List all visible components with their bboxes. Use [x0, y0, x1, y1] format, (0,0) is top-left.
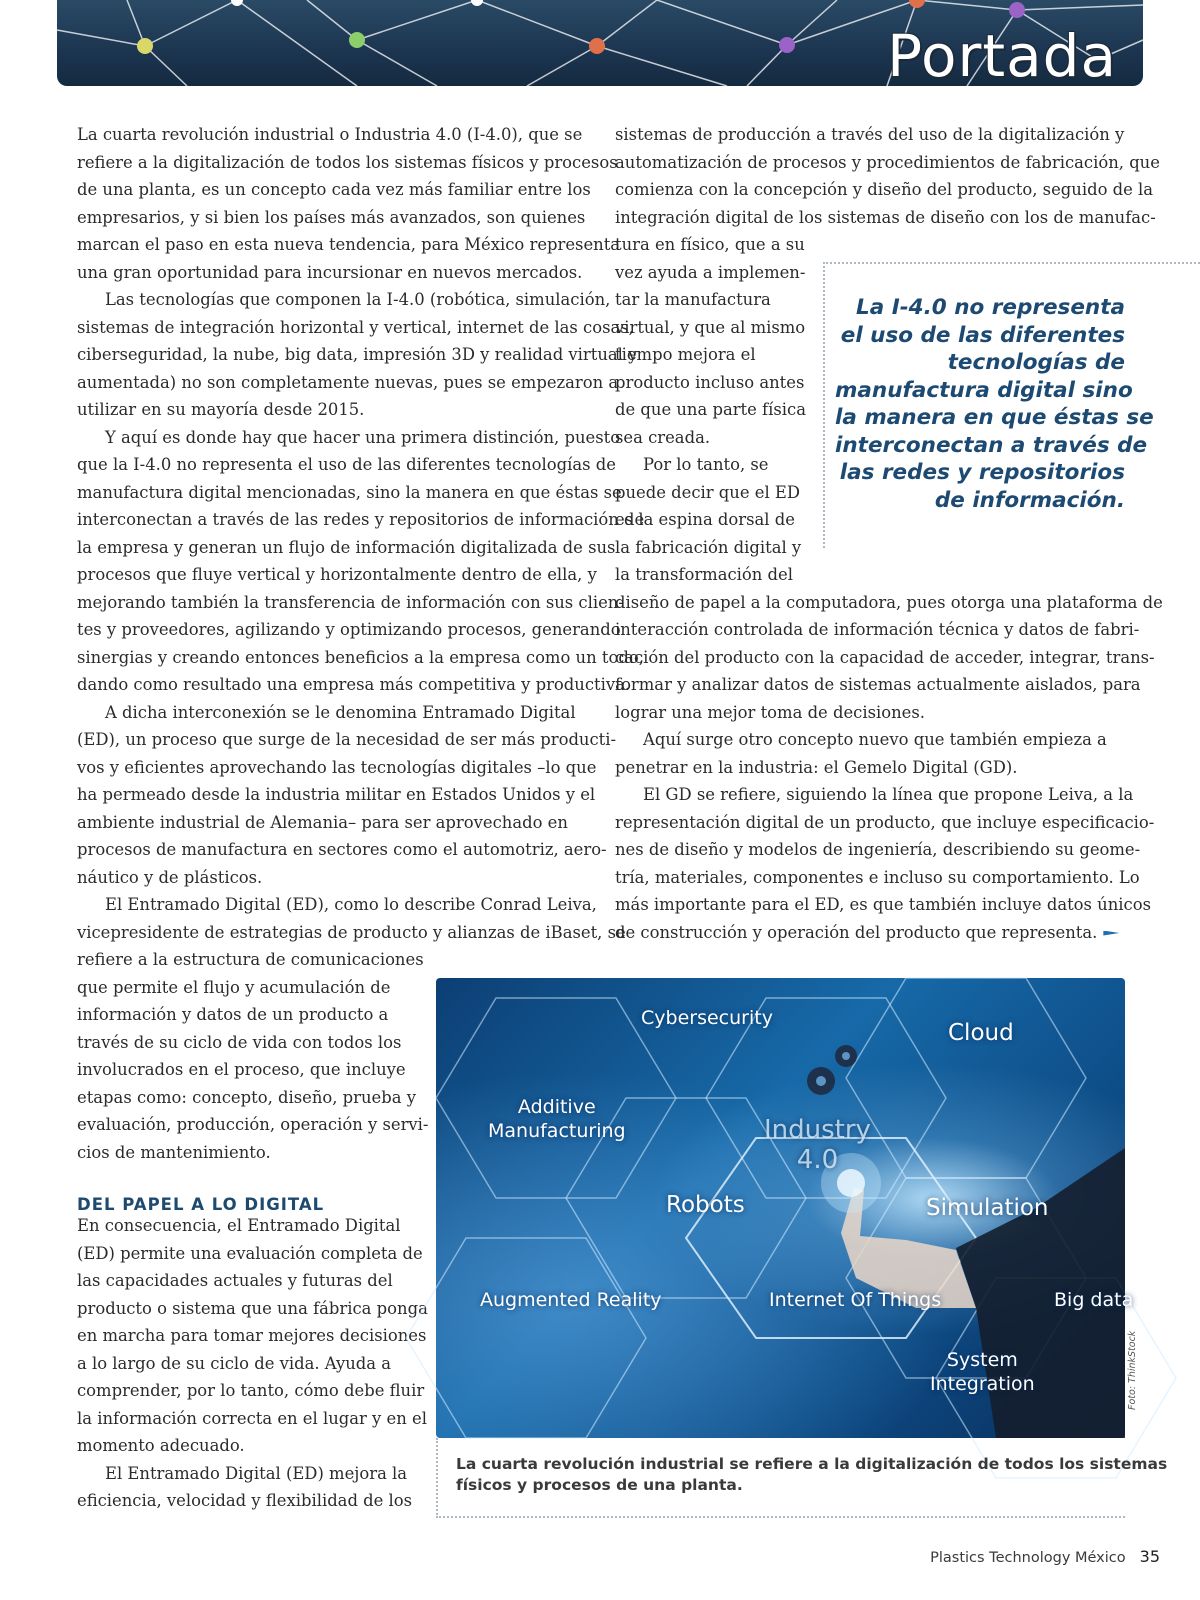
text-line: manufactura digital mencionadas, sino la manera en que éstas se — [77, 482, 622, 502]
text-line: vicepresidente de estrategias de producto y alianzas de iBaset, se — [77, 922, 626, 942]
text-line: través de su ciclo de vida con todos los — [77, 1032, 402, 1052]
text-line: Por lo tanto, se — [643, 455, 769, 474]
text-line: la transformación del — [615, 565, 793, 584]
text-line: diseño de papel a la computadora, pues otorga una plataforma de — [615, 592, 1163, 612]
text-line: formar y analizar datos de sistemas actualmente aislados, para — [615, 675, 1141, 694]
left-column-lower — [77, 1212, 428, 1515]
text-line: A dicha interconexión se le denomina Entramado Digital — [105, 702, 576, 722]
text-line: de que una parte física — [615, 400, 806, 419]
text-line: virtual, y que al mismo — [615, 317, 806, 337]
augmented-reality-label: Augmented Reality — [480, 1289, 662, 1311]
text-line: mejorando también la transferencia de información con sus clien- — [77, 592, 624, 612]
text-line: tría, materiales, componentes e incluso su comportamiento. Lo — [615, 867, 1140, 887]
text-line: refiere a la estructura de comunicaciones — [77, 950, 424, 969]
pull-quote-line: de información. — [934, 487, 1125, 513]
text-line: utilizar en su mayoría desde 2015. — [77, 400, 365, 419]
text-line: ciberseguridad, la nube, big data, impresión 3D y realidad virtual y — [77, 345, 638, 364]
text-line: etapas como: concepto, diseño, prueba y — [77, 1087, 416, 1107]
text-line: sinergias y creando entonces beneficios a la empresa como un todo, — [77, 647, 644, 667]
text-line: la información correcta en el lugar y en el — [77, 1408, 427, 1428]
big-data-label: Big data — [1054, 1289, 1134, 1311]
text-line: la empresa y generan un flujo de información digitalizada de sus — [77, 537, 616, 557]
pull-quote-line: interconectan a través de — [835, 432, 1148, 458]
text-line: interacción controlada de información técnica y datos de fabri- — [615, 620, 1140, 639]
end-of-article-icon — [1103, 931, 1119, 936]
text-line: vez ayuda a implemen- — [615, 262, 806, 282]
page-number: 35 — [1139, 1547, 1160, 1566]
system-label-line: System — [946, 1349, 1018, 1371]
pull-quote-line: la manera en que éstas se — [835, 405, 1154, 430]
text-line: representación digital de un producto, que incluye especificacio- — [615, 812, 1155, 832]
text-line: producto incluso antes — [615, 372, 805, 392]
text-line: En consecuencia, el Entramado Digital — [77, 1216, 401, 1235]
caption-line: físicos y procesos de una planta. — [456, 1476, 743, 1494]
text-line: náutico y de plásticos. — [77, 867, 263, 887]
text-line: de construcción y operación del producto que representa. — [615, 922, 1098, 942]
text-line: una gran oportunidad para incursionar en nuevos mercados. — [77, 262, 583, 282]
text-line: tar la manufactura — [615, 290, 771, 309]
text-line: Aquí surge otro concepto nuevo que también empieza a — [643, 730, 1107, 749]
text-line: la fabricación digital y — [615, 537, 802, 557]
text-line: información y datos de un producto a — [77, 1005, 389, 1024]
system-label-line: Integration — [930, 1373, 1035, 1395]
photo-credit: Foto: ThinkStock — [1127, 1330, 1138, 1410]
text-line: nes de diseño y modelos de ingeniería, describiendo su geome- — [615, 840, 1141, 859]
text-line: procesos que fluye vertical y horizontalmente dentro de ella, y — [77, 565, 597, 584]
internet-of-things-label: Internet Of Things — [769, 1289, 942, 1311]
text-line: penetrar en la industria: el Gemelo Digital (GD). — [615, 757, 1018, 777]
pull-quote-line: el uso de las diferentes — [840, 322, 1125, 348]
text-line: automatización de procesos y procedimientos de fabricación, que — [615, 152, 1160, 172]
text-line: producto o sistema que una fábrica ponga — [77, 1298, 428, 1318]
pull-quote-line: tecnologías de — [947, 350, 1125, 375]
text-line: tura en físico, que a su — [615, 235, 805, 254]
text-line: El GD se refiere, siguiendo la línea que propone Leiva, a la — [643, 785, 1134, 804]
text-line: marcan el paso en esta nueva tendencia, para México representa — [77, 235, 621, 254]
text-line: involucrados en el proceso, que incluye — [77, 1060, 406, 1079]
simulation-label: Simulation — [926, 1195, 1049, 1221]
pull-quote-line: manufactura digital sino — [835, 377, 1133, 403]
text-line: aumentada) no son completamente nuevas, pues se empezaron a — [77, 372, 619, 392]
text-line: ambiente industrial de Alemania– para ser aprovechado en — [77, 812, 568, 832]
text-line: interconectan a través de las redes y repositorios de información de — [77, 510, 645, 529]
pull-quote-line: las redes y repositorios — [839, 460, 1125, 485]
industry-4-label — [764, 1115, 871, 1175]
text-line: Las tecnologías que componen la I-4.0 (robótica, simulación, — [105, 290, 611, 309]
text-line: las capacidades actuales y futuras del — [77, 1271, 393, 1290]
text-line: Y aquí es donde hay que hacer una primera distinción, puesto — [105, 427, 621, 447]
cybersecurity-label: Cybersecurity — [641, 1007, 773, 1029]
section-banner — [57, 0, 1143, 90]
text-line: que la I-4.0 no representa el uso de las diferentes tecnologías de — [77, 455, 616, 474]
text-line: más importante para el ED, es que también incluye datos únicos — [615, 895, 1151, 914]
pull-quote — [823, 262, 1200, 548]
text-line: tes y proveedores, agilizando y optimizando procesos, generando — [77, 620, 621, 639]
text-line: sistemas de integración horizontal y vertical, internet de las cosas, — [77, 317, 634, 337]
pull-quote-line: La I-4.0 no representa — [856, 295, 1125, 320]
text-line: empresarios, y si bien los países más avanzados, son quienes — [77, 207, 586, 227]
text-line: sistemas de producción a través del uso de la digitalización y — [615, 125, 1125, 144]
text-line: El Entramado Digital (ED), como lo describe Conrad Leiva, — [105, 895, 597, 914]
photo-caption — [436, 1438, 1168, 1518]
text-line: (ED), un proceso que surge de la necesidad de ser más producti- — [77, 730, 617, 749]
text-line: eficiencia, velocidad y flexibilidad de los — [77, 1491, 413, 1510]
system-integration-label — [930, 1348, 1035, 1396]
text-line: es la espina dorsal de — [615, 510, 795, 529]
text-line: lograr una mejor toma de decisiones. — [615, 702, 925, 722]
text-line: a lo largo de su ciclo de vida. Ayuda a — [77, 1353, 392, 1373]
caption-line: La cuarta revolución industrial se refiere a la digitalización de todos los sistemas — [456, 1455, 1168, 1473]
industry-label-line: 4.0 — [796, 1145, 839, 1175]
text-line: tiempo mejora el — [615, 345, 756, 364]
additive-manufacturing-label — [488, 1095, 626, 1143]
text-line: refiere a la digitalización de todos los sistemas físicos y procesos — [77, 152, 618, 172]
additive-label-line: Additive — [517, 1096, 596, 1118]
text-line: comprender, por lo tanto, cómo debe fluir — [77, 1381, 425, 1400]
industry-label-line: Industry — [764, 1115, 871, 1145]
additive-label-line: Manufacturing — [488, 1120, 626, 1142]
page-footer — [930, 1547, 1160, 1566]
cloud-label: Cloud — [948, 1020, 1014, 1046]
text-line: (ED) permite una evaluación completa de — [77, 1243, 423, 1263]
publication-name: Plastics Technology México — [930, 1550, 1126, 1566]
text-line: cación del producto con la capacidad de acceder, integrar, trans- — [615, 647, 1155, 667]
text-line: puede decir que el ED — [615, 482, 801, 502]
text-line: dando como resultado una empresa más competitiva y productiva. — [77, 675, 631, 694]
text-line: que permite el flujo y acumulación de — [77, 977, 391, 997]
text-line: sea creada. — [615, 427, 711, 447]
text-line: de una planta, es un concepto cada vez más familiar entre los — [77, 180, 591, 199]
text-line-last — [615, 919, 1135, 947]
text-line: El Entramado Digital (ED) mejora la — [105, 1463, 408, 1483]
text-line: evaluación, producción, operación y servi- — [77, 1115, 429, 1134]
text-line: comienza con la concepción y diseño del producto, seguido de la — [615, 180, 1154, 199]
text-line: ha permeado desde la industria militar en Estados Unidos y el — [77, 785, 596, 804]
robots-label: Robots — [666, 1192, 745, 1218]
text-line: La cuarta revolución industrial o Industria 4.0 (I-4.0), que se — [77, 125, 583, 144]
section-title: Portada — [887, 22, 1117, 90]
text-line: integración digital de los sistemas de diseño con los de manufac- — [615, 207, 1156, 227]
section-subheading: DEL PAPEL A LO DIGITAL — [77, 1195, 325, 1214]
text-line: vos y eficientes aprovechando las tecnologías digitales –lo que — [77, 757, 597, 777]
text-line: momento adecuado. — [77, 1436, 245, 1455]
text-line: en marcha para tomar mejores decisiones — [77, 1326, 427, 1345]
text-line: cios de mantenimiento. — [77, 1142, 271, 1162]
text-line: procesos de manufactura en sectores como el automotriz, aero- — [77, 840, 607, 859]
